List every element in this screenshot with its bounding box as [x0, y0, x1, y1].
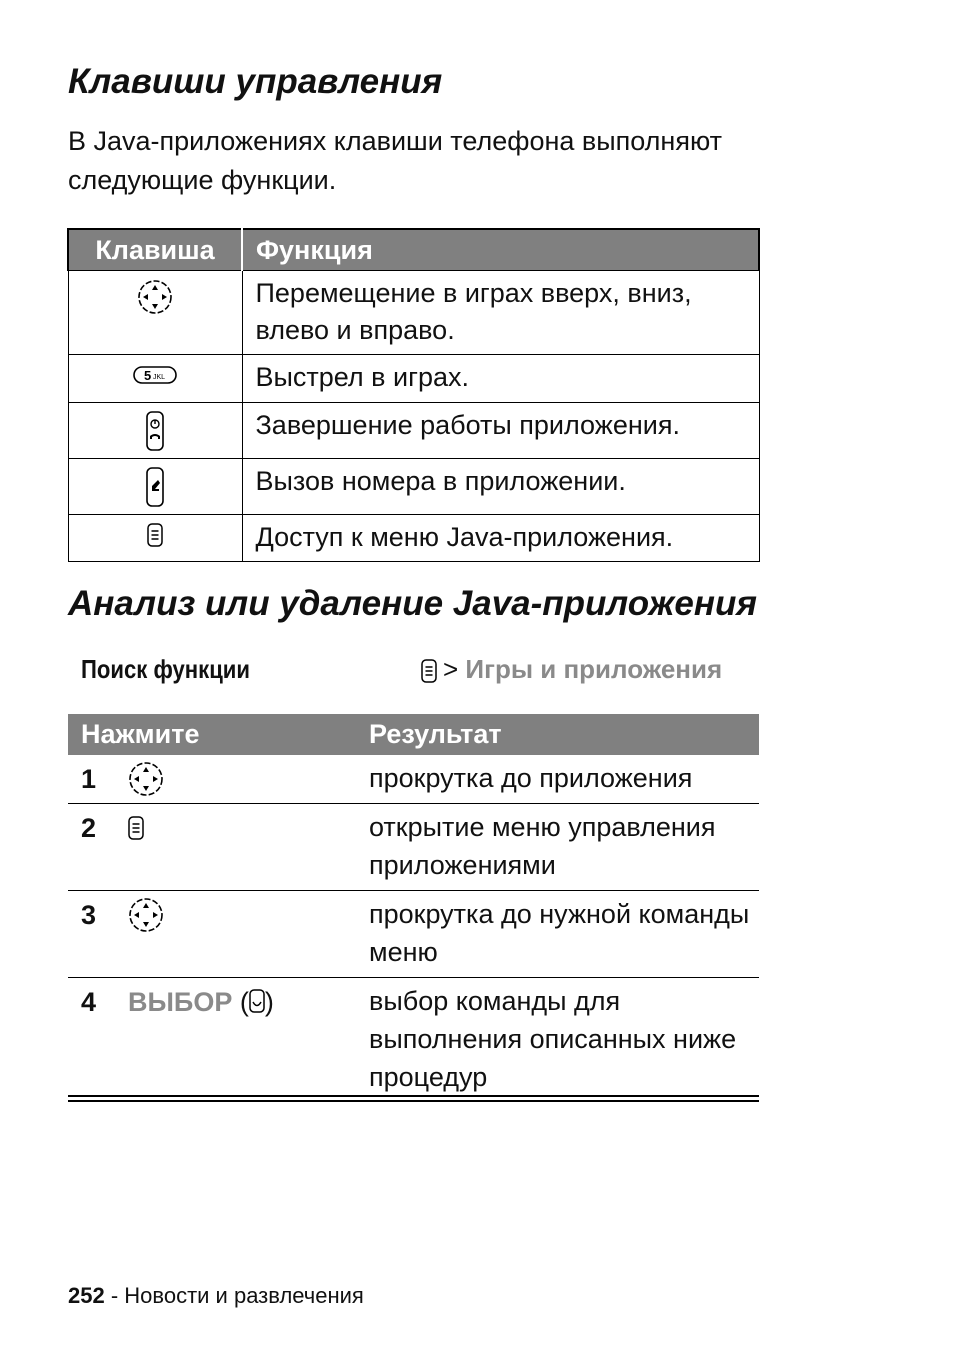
- key-function-cell: Перемещение в играх вверх, вниз, влево и вправо.: [242, 271, 759, 355]
- section-title-java-apps: Анализ или удаление Java-приложения: [68, 584, 758, 623]
- steps-table: [68, 714, 759, 1102]
- step-number: 4: [81, 987, 97, 1017]
- right-soft-key-icon: [249, 989, 265, 1013]
- end-key-icon: [146, 411, 164, 451]
- keys-table: [67, 228, 760, 562]
- path-separator: >: [443, 654, 459, 684]
- section-title-controls: Клавиши управления: [68, 62, 443, 101]
- softkey-press: [128, 983, 274, 1021]
- table-row: [68, 459, 759, 515]
- key-function-cell: Выстрел в играх.: [242, 355, 759, 403]
- steps-header-result: Результат: [369, 719, 502, 749]
- table-row: [68, 355, 759, 403]
- find-feature: [81, 650, 781, 690]
- intro-paragraph: В Java-приложениях клавиши телефона выполняют следующие функции.: [68, 126, 722, 195]
- svg-text:JKL: JKL: [153, 374, 166, 381]
- step-result: прокрутка до приложения: [369, 763, 693, 793]
- steps-table-header: [68, 714, 759, 755]
- keys-table-header: [68, 229, 759, 271]
- page-number: 252: [68, 1283, 105, 1308]
- table-row: [68, 403, 759, 459]
- table-row: [68, 515, 759, 562]
- softkey-select-label: ВЫБОР: [128, 987, 233, 1017]
- find-feature-path: [421, 650, 722, 688]
- menu-key-icon: [147, 523, 163, 547]
- footer-section-title: - Новости и развлечения: [110, 1283, 364, 1308]
- menu-key-icon: [421, 659, 437, 683]
- send-key-icon: [146, 467, 164, 507]
- step-number: 3: [81, 900, 97, 930]
- navigation-key-icon: [128, 761, 164, 797]
- menu-key-icon: [128, 816, 144, 840]
- step-result: открытие меню управления приложениями: [369, 812, 716, 880]
- table-row: [68, 891, 759, 978]
- svg-text:5: 5: [144, 368, 152, 383]
- step-result: выбор команды для выполнения описанных ниже процедур: [369, 986, 737, 1092]
- key-function-cell: Доступ к меню Java-приложения.: [242, 515, 759, 562]
- table-row: [68, 271, 759, 355]
- key-function-cell: Завершение работы приложения.: [242, 403, 759, 459]
- key-function-cell: Вызов номера в приложении.: [242, 459, 759, 515]
- table-row: [68, 804, 759, 891]
- navigation-key-icon: [137, 279, 173, 315]
- paren-open: (: [239, 987, 249, 1017]
- key-5-jkl-icon: [133, 365, 177, 385]
- table-row: [68, 978, 759, 1102]
- keys-header-function: Функция: [242, 229, 759, 271]
- paren-close: ): [264, 987, 274, 1017]
- steps-header-press: Нажмите: [81, 719, 200, 749]
- keys-header-key: Клавиша: [68, 229, 242, 271]
- step-result: прокрутка до нужной команды меню: [369, 899, 750, 967]
- step-number: 2: [81, 813, 97, 843]
- page-footer: [68, 1281, 364, 1311]
- table-row: [68, 755, 759, 804]
- path-item-games-apps: Игры и приложения: [465, 654, 723, 684]
- step-number: 1: [81, 764, 97, 794]
- navigation-key-icon: [128, 897, 164, 933]
- table-end-rule: [68, 1095, 759, 1102]
- find-feature-label: Поиск функции: [81, 654, 250, 684]
